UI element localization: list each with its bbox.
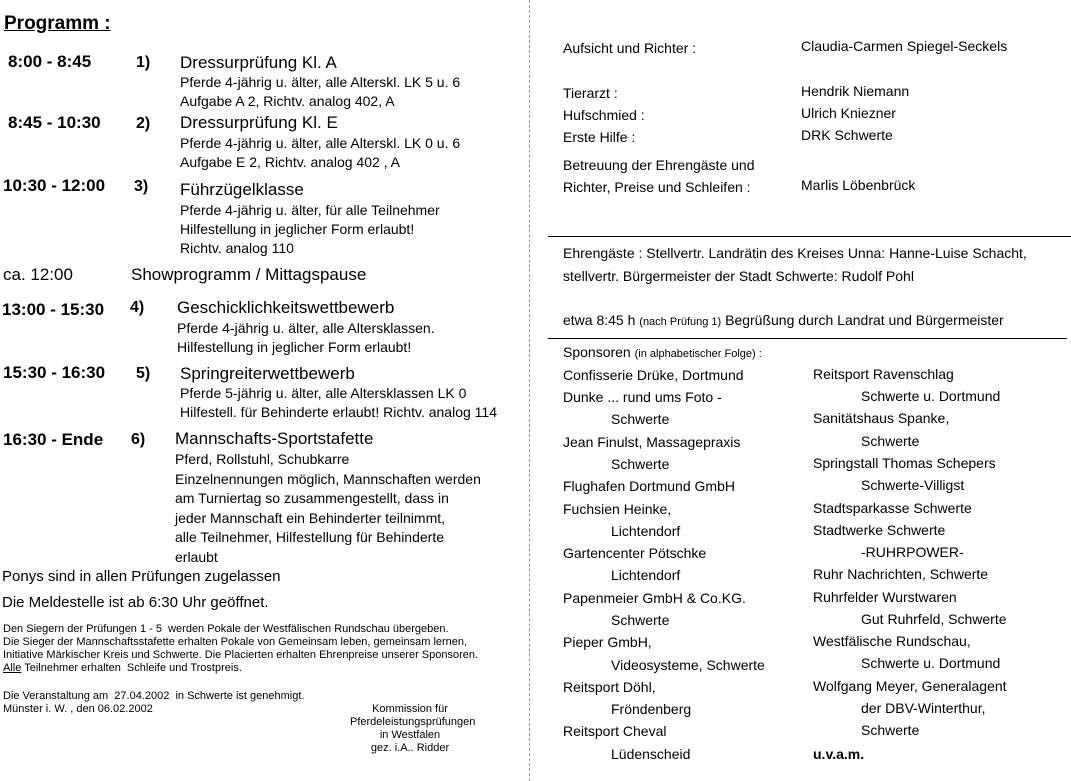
sponsor-name: Papenmeier GmbH & Co.KG. bbox=[563, 590, 746, 606]
event-name: Dressurprüfung Kl. A bbox=[180, 53, 337, 72]
sponsor-name: Reitsport Ravenschlag bbox=[813, 366, 954, 382]
event-name: Mannschafts-Sportstafette bbox=[175, 429, 374, 448]
event-time: 16:30 - Ende bbox=[3, 430, 104, 449]
section-divider bbox=[548, 338, 1067, 339]
sponsor-name: Ruhrfelder Wurstwaren bbox=[813, 589, 957, 605]
sponsor-location: Schwerte bbox=[611, 411, 670, 427]
sponsor-name: Pieper GmbH, bbox=[563, 634, 652, 650]
event-number: 3) bbox=[134, 178, 149, 195]
sponsor-name: Sanitätshaus Spanke, bbox=[813, 410, 950, 426]
event-details: Pferd, Rollstuhl, Schubkarre Einzelnennungen möglich, Mannschaften werden am Turniertag so zusammengestellt, dass in jeder Mannschaft ein Behinderter teilnimmt, alle Teilnehmer, Hilfestellung für Behinderte erlaubt bbox=[175, 451, 481, 565]
official-role: Richter, Preise und Schleifen : bbox=[563, 179, 751, 195]
event-number: 5) bbox=[136, 365, 151, 382]
event-name: Geschicklichkeitswettbewerb bbox=[177, 298, 395, 317]
event-time: 13:00 - 15:30 bbox=[2, 300, 105, 319]
section-divider bbox=[548, 236, 1071, 237]
sponsor-name: Fuchsien Heinke, bbox=[563, 501, 672, 517]
genehmigung-note: Die Veranstaltung am 27.04.2002 in Schwerte ist genehmigt. Münster i. W. , den 06.02.2002 bbox=[3, 690, 305, 715]
sponsor-name: Reitsport Döhl, bbox=[563, 679, 656, 695]
sponsor-name: Ruhr Nachrichten, Schwerte bbox=[813, 566, 989, 582]
sponsor-name: Reitsport Cheval bbox=[563, 723, 667, 739]
meldestelle-note: Die Meldestelle ist ab 6:30 Uhr geöffnet. bbox=[2, 594, 269, 611]
sponsor-location: Schwerte bbox=[861, 722, 920, 738]
official-name: Ulrich Kniezner bbox=[801, 105, 896, 121]
official-name: Claudia-Carmen Spiegel-Seckels bbox=[801, 38, 1008, 54]
event-time: 8:45 - 10:30 bbox=[8, 113, 101, 132]
sponsor-location: Schwerte u. Dortmund bbox=[861, 655, 1001, 671]
event-time: 10:30 - 12:00 bbox=[3, 176, 106, 195]
event-name: Springreiterwettbewerb bbox=[180, 364, 355, 383]
sponsor-location: Lüdenscheid bbox=[611, 746, 691, 762]
page-fold-divider bbox=[529, 0, 530, 781]
sponsor-name: Springstall Thomas Schepers bbox=[813, 455, 996, 471]
sponsor-name: Flughafen Dortmund GmbH bbox=[563, 478, 735, 494]
official-role: Hufschmied : bbox=[563, 107, 645, 123]
sponsor-name: Wolfgang Meyer, Generalagent bbox=[813, 678, 1007, 694]
pokale-note: Den Siegern der Prüfungen 1 - 5 werden Pokale der Westfälischen Rundschau übergeben. Die Sieger der Mannschaftsstafette erhalten Pokale von Gemeinsam leben, gemeinsam lernen, Initiative Märkischer Kreis und Schwerte. Die Placierten erhalten Ehrenpreise unserer Sponsoren. Alle Teilnehmer erhalten Schleife und Trostpreis. bbox=[3, 623, 479, 674]
sponsors-heading: Sponsoren (in alphabetischer Folge) : bbox=[563, 344, 762, 360]
official-name: DRK Schwerte bbox=[801, 127, 893, 143]
sponsor-location: Schwerte bbox=[611, 456, 670, 472]
sponsor-location: Lichtendorf bbox=[611, 523, 681, 539]
event-number: 2) bbox=[136, 115, 151, 132]
sponsor-location: Schwerte bbox=[861, 433, 920, 449]
event-details: Pferde 4-jährig u. älter, für alle Teilnehmer Hilfestellung in jeglicher Form erlaubt! Richtv. analog 110 bbox=[180, 202, 440, 256]
official-role: Betreuung der Ehrengäste und bbox=[563, 157, 755, 173]
sponsor-location: Lichtendorf bbox=[611, 567, 681, 583]
official-role: Aufsicht und Richter : bbox=[563, 40, 697, 56]
sponsor-location: -RUHRPOWER- bbox=[861, 544, 964, 560]
event-details: Pferde 4-jährig u. älter, alle Altersklassen. Hilfestellung in jeglicher Form erlaubt! bbox=[177, 320, 435, 355]
official-name: Hendrik Niemann bbox=[801, 83, 910, 99]
event-number: 6) bbox=[131, 431, 146, 448]
sponsor-location: Gut Ruhrfeld, Schwerte bbox=[861, 611, 1007, 627]
welcome-line: etwa 8:45 h (nach Prüfung 1) Begrüßung durch Landrat und Bürgermeister bbox=[563, 312, 1004, 328]
sponsor-name: Dunke ... rund ums Foto - bbox=[563, 389, 722, 405]
ehrengaeste-line: Ehrengäste : Stellvertr. Landrätin des Kreises Unna: Hanne-Luise Schacht, bbox=[563, 245, 1027, 261]
ehrengaeste-line: stellvertr. Bürgermeister der Stadt Schwerte: Rudolf Pohl bbox=[563, 268, 914, 284]
ponys-note: Ponys sind in allen Prüfungen zugelassen bbox=[2, 568, 281, 585]
sponsor-location: Schwerte bbox=[611, 612, 670, 628]
event-details: Pferde 4-jährig u. älter, alle Alterskl. LK 5 u. 6 Aufgabe A 2, Richtv. analog 402, A bbox=[180, 74, 461, 109]
event-time: ca. 12:00 bbox=[3, 265, 73, 284]
event-name: Showprogramm / Mittagspause bbox=[131, 265, 367, 284]
kommission-signature: Kommission für Pferdeleistungsprüfungen in Westfalen gez. i.A.. Ridder bbox=[350, 703, 476, 754]
event-name: Führzügelklasse bbox=[180, 180, 304, 199]
sponsors-closing: u.v.a.m. bbox=[813, 746, 865, 762]
page-title: Programm : bbox=[4, 13, 111, 34]
sponsor-location: Schwerte-Villigst bbox=[861, 477, 965, 493]
event-details: Pferde 4-jährig u. älter, alle Alterskl. LK 0 u. 6 Aufgabe E 2, Richtv. analog 402 , A bbox=[180, 135, 461, 170]
sponsor-name: Gartencenter Pötschke bbox=[563, 545, 707, 561]
sponsor-location: Schwerte u. Dortmund bbox=[861, 388, 1001, 404]
official-name: Marlis Löbenbrück bbox=[801, 177, 916, 193]
sponsor-name: Stadtwerke Schwerte bbox=[813, 522, 946, 538]
sponsor-name: Westfälische Rundschau, bbox=[813, 633, 971, 649]
sponsor-location: Videosysteme, Schwerte bbox=[611, 657, 765, 673]
sponsor-location: der DBV-Winterthur, bbox=[861, 700, 986, 716]
event-details: Pferde 5-jährig u. älter, alle Altersklassen LK 0 Hilfestell. für Behinderte erlaubt! Richtv. analog 114 bbox=[180, 385, 497, 420]
sponsor-name: Jean Finulst, Massagepraxis bbox=[563, 434, 741, 450]
event-number: 4) bbox=[130, 299, 145, 316]
official-role: Erste Hilfe : bbox=[563, 129, 636, 145]
official-role: Tierarzt : bbox=[563, 85, 618, 101]
event-time: 8:00 - 8:45 bbox=[8, 52, 92, 71]
event-time: 15:30 - 16:30 bbox=[3, 363, 106, 382]
sponsor-name: Confisserie Drüke, Dortmund bbox=[563, 367, 744, 383]
sponsor-location: Fröndenberg bbox=[611, 701, 692, 717]
sponsor-name: Stadtsparkasse Schwerte bbox=[813, 500, 972, 516]
event-name: Dressurprüfung Kl. E bbox=[180, 113, 338, 132]
event-number: 1) bbox=[136, 54, 151, 71]
